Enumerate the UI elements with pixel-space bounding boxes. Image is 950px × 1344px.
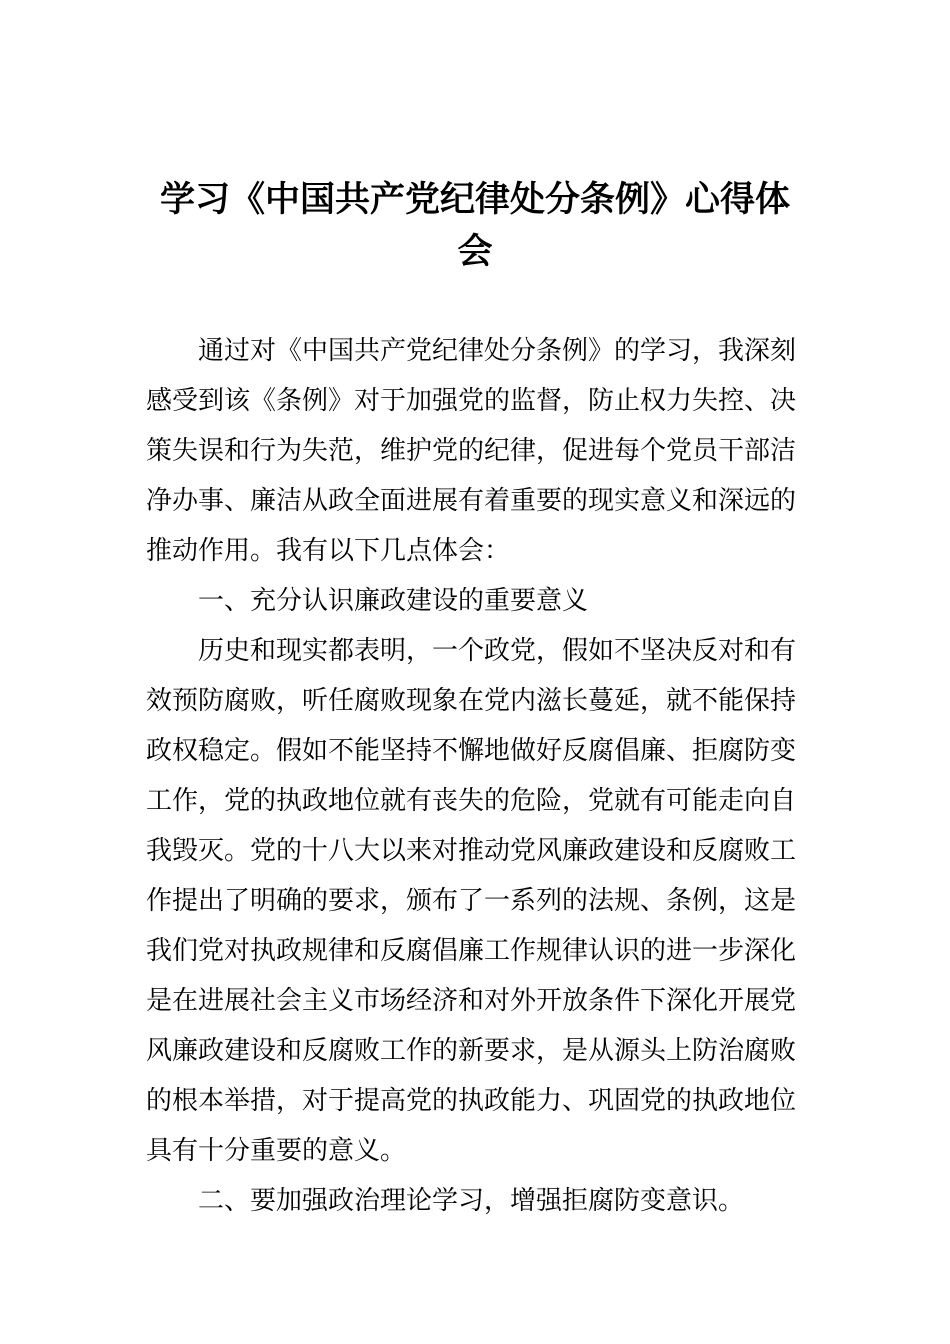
paragraph-line: 我们党对执政规律和反腐倡廉工作规律认识的进一步深化 bbox=[146, 936, 797, 966]
paragraph-line: 净办事、廉洁从政全面进展有着重要的现实意义和深远的 bbox=[146, 486, 797, 516]
paragraph-line: 具有十分重要的意义。 bbox=[146, 1136, 407, 1166]
section-heading: 二、要加强政治理论学习，增强拒腐防变意识。 bbox=[198, 1186, 745, 1216]
paragraph-line: 是在进展社会主义市场经济和对外开放条件下深化开展党 bbox=[146, 986, 797, 1016]
paragraph-line: 作提出了明确的要求，颁布了一系列的法规、条例，这是 bbox=[146, 886, 797, 916]
paragraph-line: 历史和现实都表明，一个政党，假如不坚决反对和有 bbox=[198, 636, 797, 666]
paragraph-line: 的根本举措，对于提高党的执政能力、巩固党的执政地位 bbox=[146, 1086, 797, 1116]
paragraph-line: 风廉政建设和反腐败工作的新要求，是从源头上防治腐败 bbox=[146, 1036, 797, 1066]
document-body bbox=[146, 326, 808, 1226]
paragraph-line: 策失误和行为失范，维护党的纪律，促进每个党员干部洁 bbox=[146, 436, 797, 466]
document-title-continued: 会 bbox=[457, 232, 493, 272]
section-heading: 一、充分认识廉政建设的重要意义 bbox=[198, 586, 589, 616]
paragraph-line: 政权稳定。假如不能坚持不懈地做好反腐倡廉、拒腐防变 bbox=[146, 736, 797, 766]
paragraph-line: 推动作用。我有以下几点体会： bbox=[146, 536, 511, 566]
paragraph-line: 效预防腐败，听任腐败现象在党内滋长蔓延，就不能保持 bbox=[146, 686, 797, 716]
document-title: 学习《中国共产党纪律处分条例》心得体 bbox=[159, 180, 790, 220]
paragraph-line: 工作，党的执政地位就有丧失的危险，党就有可能走向自 bbox=[146, 786, 797, 816]
paragraph-line: 通过对《中国共产党纪律处分条例》的学习，我深刻 bbox=[198, 336, 797, 366]
paragraph-line: 我毁灭。党的十八大以来对推动党风廉政建设和反腐败工 bbox=[146, 836, 797, 866]
paragraph-line: 感受到该《条例》对于加强党的监督，防止权力失控、决 bbox=[146, 386, 797, 416]
